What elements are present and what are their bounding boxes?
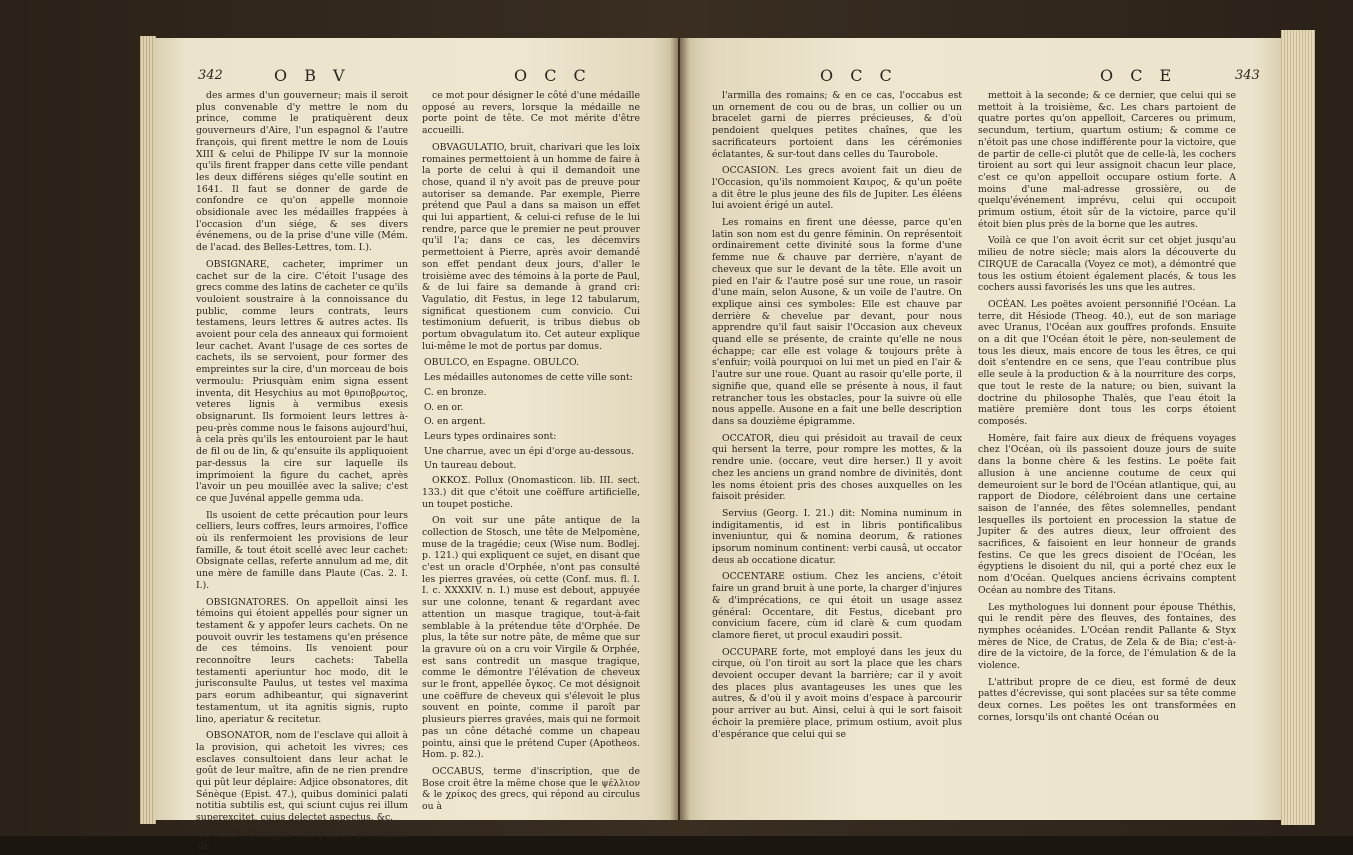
right-column-1 — [712, 90, 962, 745]
paragraph: Les mythologues lui donnent pour épouse Théthis, qui le rendit père des fleuves, des fontaines, des nymphes océanides. L'Océan rendit Pallante & Styx mères de Nice, de Cratus, de Zela & de Bia; c'est-à-dire de la victoire, de la force, de l'émulation & de la violence. — [978, 601, 1236, 672]
right-page-edges — [1281, 30, 1315, 825]
left-header-right: O C C — [514, 66, 592, 85]
left-header-left: O B V — [274, 66, 351, 85]
paragraph: On voit sur une pâte antique de la collection de Stosch, une tête de Melpomène, muse de la tragédie; ceux (Wise num. Bodlej. p. 121.) qui expliquent ce sujet, en disant que c'est un oracle d'Orphée, n'ont pas consulté les pierres gravées, où cette (Conf. mus. fl. I. I. c. XXXXIV. n. I.) muse est debout, appuyée sur une colonne, tenant & regardant avec attention un masque tragique, tout-à-fait semblable à la prétendue tête d'Orphée. De plus, la tête sur notre pâte, de même que sur la gravure où on a cru voir Virgile & Orphée, est sans contredit un masque tragique, comme le démontre l'élévation de cheveux sur le front, appellée ὄγκος. Ce mot désignoit une coëffure de cheveux qui s'élevoit le plus souvent en pointe, comme il paroît par plusieurs pierres gravées, mais qui ne formoit pas un cône détaché comme un chapeau pointu, ainsi que le prétend Cuper (Apotheos. Hom. p. 82.). — [422, 515, 640, 761]
paragraph: OCCENTARE ostium. Chez les anciens, c'étoit faire un grand bruit à une porte, la charger d'injures & d'imprécations, ce qui étoit un usage assez général: Occentare, dit Festus, dicebant pro convicium facere, cùm id clarè & cum quodam clamore fieret, ut procul exaudiri possit. — [712, 571, 962, 641]
paragraph: O. en or. — [424, 401, 464, 413]
paragraph: Une charrue, avec un épi d'orge au-dessous. — [424, 445, 635, 457]
paragraph: des armes d'un gouverneur; mais il seroit plus convenable d'y mettre le nom du prince, comme le pratiquèrent deux gouverneurs d'Aire, l'un espagnol & l'autre françois, qui firent mettre le nom de Louis XIII & celui de Philippe IV sur la monnoie qu'ils firent frapper dans cette ville pendant les deux différens siéges qu'elle soutint en 1641. Il faut se donner de garde de confondre ce qu'on appelle monnoie obsidionale avec les médailles frappées à l'occasion d'un siége, & ses divers événemens, ou de la prise d'une ville (Mém. de l'acad. des Belles-Lettres, tom. I.). — [196, 90, 408, 254]
paragraph: Les médailles autonomes de cette ville sont: — [424, 372, 633, 384]
paragraph: ce mot pour désigner le côté d'une médaille opposé au revers, lorsque la médaille ne porte point de tête. Ce mot mérite d'être accueilli. — [422, 90, 640, 137]
paragraph: OBSIGNARE, cacheter, imprimer un cachet sur de la cire. C'étoit l'usage des grecs comme des latins de cacheter ce qu'ils vouloient soustraire à la connoissance du public, comme leurs contrats, leurs testamens, leurs lettres & autres actes. Ils avoient pour cela des anneaux qui formoient leur cachet. Avant l'usage de ces sortes de cachets, ils se servoient, pour former des empreintes sur la cire, d'un morceau de bois vermoulu: Priusquàm enim signa essent inventa, dit Hesychius au mot θριποβρωτος, veteres lignis à vermibus exesis obsignarunt. Ils formoient leurs lettres à-peu-près comme nous le faisons aujourd'hui, à cela près qu'ils les entouroient par le haut de fil ou de lin, & qu'ensuite ils appliquoient par-dessus la cire sur laquelle ils imprimoient la figure du cachet, après l'avoir un peu mouillée avec la salive; c'est ce que Juvénal appelle gemma uda. — [196, 258, 408, 504]
paragraph: Leurs types ordinaires sont: — [424, 430, 557, 442]
right-header-right: O C E — [1100, 66, 1178, 85]
left-column-2 — [422, 90, 640, 818]
paragraph: OBSONATOR, nom de l'esclave qui alloit à la provision, qui achetoit les vivres; ces esclaves consultoient dans leur achat le goût de leur maître, afin de ne rien prendre qui pût leur déplaire: Adjice obsonatores, dit Sénèque (Epist. 47.), quibus dominici palati notitia subtilis est, qui sciunt cujus rei illum superexcitet, cujus delectet aspectus, &c. — [196, 730, 408, 824]
paragraph: OKKOΣ. Pollux (Onomasticon. lib. III. sect. 133.) dit que c'étoit une coëffure artificielle, un toupet postiche. — [422, 475, 640, 510]
paragraph: OCÉAN. Les poëtes avoient personnifié l'Océan. La terre, dit Hésiode (Theog. 40.), eut de son mariage avec Uranus, l'Océan aux gouffres profonds. Ensuite on a dit que l'Océan étoit le père, non-seulement de tous les dieux, mais encore de tous les êtres, ce qui doit s'entendre en ce sens, que l'eau contribue plus elle seule à la production & à la nourriture des corps, que tout le reste de la nature; ou bien, suivant la doctrine du philosophe Thalès, que l'eau étoit la matière première dont tous les corps étoient composés. — [978, 298, 1236, 427]
paragraph: Servius (Georg. I. 21.) dit: Nomina numinum in indigitamentis, id est in libris pontificalibus inveniuntur, qui & nomina deorum, & rationes ipsorum nominum continent: verbi causâ, ut occator deus ab occatione dicatur. — [712, 507, 962, 566]
left-page — [154, 38, 678, 852]
paragraph: OBULCO, en Espagne. OBULCO. — [424, 357, 580, 369]
paragraph: Voilà ce que l'on avoit écrit sur cet objet jusqu'au milieu de notre siècle; mais alors la découverte du CIRQUE de Caracalla (Voyez ce mot), a démontré que tous les ostium étoient également placés, & tous les cochers aussi favorisés les uns que les autres. — [978, 235, 1236, 294]
paragraph: OBSIGNATORES. On appelloit ainsi les témoins qui étoient appellés pour signer un testament & y appofer leurs cachets. On ne pouvoit ouvrir les testamens qu'en présence de ces témoins. Ils venoient pour reconnoître leurs cachets: Tabella testamenti aperiuntur hoc modo, dit le jurisconsulte Paulus, ut testes vel maxima pars eorum adhibeantur, qui signaverint testamentum, ut ita agnitis signis, rupto lino, aperiatur & recitetur. — [196, 596, 408, 725]
paragraph: OCCATOR, dieu qui présidoit au travail de ceux qui hersent la terre, pour rompre les mottes, & la rendre unie. (occare, veut dire herser.) Il y avoit chez les anciens un grand nombre de divinités, dont les noms étoient pris des choses auxquelles on les faisoit présider. — [712, 432, 962, 503]
paragraph: OCCASION. Les grecs avoient fait un dieu de l'Occasion, qu'ils nommoient Καιρος, & qu'un poëte a dit être le plus jeune des fils de Jupiter. Les éléens lui avoient érigé un autel. — [712, 165, 962, 212]
right-header-left: O C C — [820, 66, 898, 85]
paragraph: mettoit à la seconde; & ce dernier, que celui qui se mettoit à la troisième, &c. Les chars partoient de quatre portes qu'on appelloit, Carceres ou primum, secundum, tertium, quartum ostium; & comme ce n'étoit pas une chose indifférente pour la victoire, que de partir de celle-ci plutôt que de celle-là, les cochers tiroient au sort qui leur assignoit chacun leur place, c'est ce qu'on appelloit occupare ostium forte. A moins d'une mal-adresse grossière, ou de quelqu'événement imprévu, celui qui occupoit primum ostium, étoit sûr de la victoire, parce qu'il étoit bien plus près de la borne que les autres. — [978, 90, 1236, 230]
paragraph: O. en argent. — [424, 416, 486, 428]
paragraph: OCCABUS, terme d'inscription, que de Bose croit être la même chose que le ψέλλιον & le χρίκος des grecs, qui répond au circulus ou à — [422, 765, 640, 813]
left-column-1 — [196, 90, 408, 855]
paragraph: Un taureau debout. — [424, 460, 517, 472]
paragraph: Les romains en firent une déesse, parce qu'en latin son nom est du genre féminin. On représentoit ordinairement cette divinité sous la forme d'une femme nue & chauve par derrière, n'ayant de cheveux que sur le devant de la tête. Elle avoit un pied en l'air & l'autre posé sur une roue, un rasoir d'une main, selon Ausone, & un voile de l'autre. On explique ainsi ces symboles: Elle est chauve par derrière & chevelue par devant, pour nous apprendre qu'il faut saisir l'Occasion aux cheveux quand elle se présente, de crainte qu'elle ne nous échappe; car elle est volage & toujours prête à s'enfuir; voilà pourquoi on lui met un pied en l'air & l'autre sur une roue. Quant au rasoir qu'elle porte, il signifie que, quand elle se présente à nous, il faut retrancher tous les obstacles, pour la suivre où elle nous appelle. Ausone en a fait une belle description dans sa douzième épigramme. — [712, 217, 962, 427]
paragraph: OBVAGULATIO, bruit, charivari que les loix romaines permettoient à un homme de faire à la porte de celui à qui il demandoit une chose, quand il n'y avoit pas de preuve pour autoriser sa demande. Par exemple, Pierre prétend que Paul a dans sa maison un effet qui lui appartient, & celui-ci refuse de le lui rendre, parce que le premier ne peut prouver qu'il l'a; dans ce cas, les décemvirs permettoient à Pierre, après avoir demandé son effet pendant deux jours, d'aller le troisième avec des témoins à la porte de Paul, & de lui faire sa demande à grand cri: Vagulatio, dit Festus, in lege 12 tabularum, significat questionem cum convicio. Cui testimonium defuerit, is tribus diebus ob portum obvagulatum ito. Cet auteur explique lui-même le mot de portus par domus. — [422, 141, 640, 352]
paragraph: OBVERS. Quelques antiquaires se servent de — [198, 828, 408, 852]
right-page — [680, 38, 1290, 820]
paragraph: C. en bronze. — [424, 386, 487, 398]
paragraph: L'attribut propre de ce dieu, est formé de deux pattes d'écrevisse, qui sont placées sur sa tête comme deux cornes. Les poëtes les ont transformées en cornes, lorsqu'ils ont chanté Océan ou — [978, 676, 1236, 723]
paragraph: l'armilla des romains; & en ce cas, l'occabus est un ornement de cou ou de bras, un collier ou un bracelet garni de pierres précieuses, & d'où pendoient quelques petites chaînes, que les sacrificateurs portoient dans les cérémonies éclatantes, & sur-tout dans celles du Taurobole. — [712, 90, 962, 160]
right-column-2 — [978, 90, 1236, 729]
paragraph: Homère, fait faire aux dieux de fréquens voyages chez l'Océan, où ils passoient douze jours de suite dans la bonne chère & les festins. Le poëte fait allusion à une ancienne coutume de ceux qui demeuroient sur le bord de l'Océan atlantique, qui, au rapport de Diodore, célébroient dans une certaine saison de l'année, des fêtes solemnelles, pendant lesquelles ils portoient en procession la statue de Jupiter & des autres dieux, leur offroient des sacrifices, & faisoient en leur honneur de grands festins. Ce que les grecs disoient de l'Océan, les égyptiens le disoient du nil, qui a porté chez eux le nom d'Océan. Quelques anciens écrivains comptent Océan au nombre des Titans. — [978, 432, 1236, 596]
book-gutter — [670, 30, 690, 830]
paragraph: Ils usoient de cette précaution pour leurs celliers, leurs coffres, leurs armoires, l'office où ils renfermoient les provisions de leur famille, & tout étoit scellé avec leur cachet: Obsignate cellas, referte annulum ad me, dit une mère de famille dans Plaute (Cas. 2. I. I.). — [196, 509, 408, 591]
paragraph: OCCUPARE forte, mot employé dans les jeux du cirque, où l'on tiroit au sort la place que les chars devoient occuper devant la barrière; car il y avoit des places plus avantageuses les unes que les autres, & d'où il y avoit moins d'espace à parcourir pour arriver au but. Ainsi, celui à qui le sort faisoit échoir la première place, primum ostium, avoit plus d'espérance que celui qui se — [712, 646, 962, 740]
right-page-number: 343 — [1235, 68, 1260, 83]
left-page-number: 342 — [198, 68, 223, 83]
